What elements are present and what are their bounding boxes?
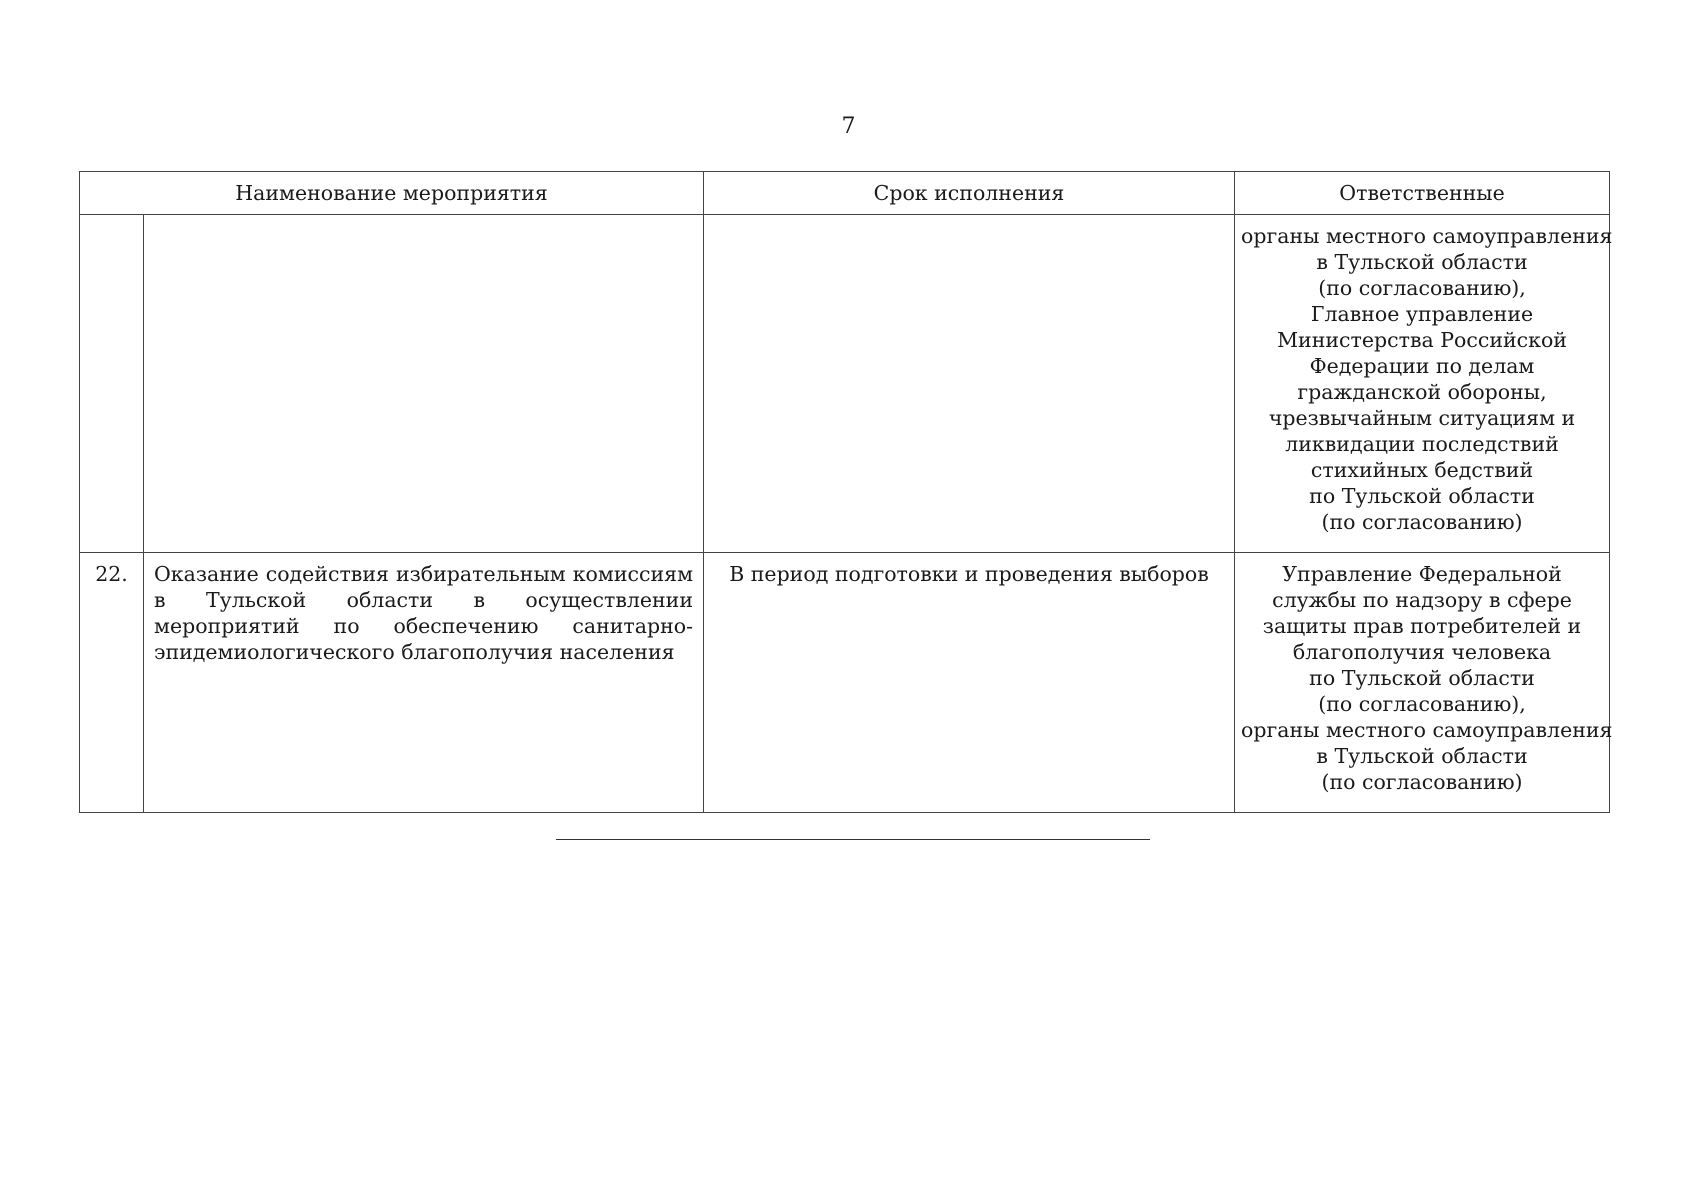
responsible-line: по Тульской области: [1309, 666, 1535, 690]
row-name-cell: Оказание содействия избирательным комиссиям в Тульской области в осуществлении мероприятий по обеспечению санитарно-эпидемиологического благополучия населения: [144, 553, 704, 813]
responsible-line: чрезвычайным ситуациям и: [1268, 406, 1576, 430]
responsible-line: органы местного самоуправления: [1241, 718, 1613, 742]
responsible-line: благополучия человека: [1292, 640, 1552, 664]
responsible-line: по Тульской области: [1309, 484, 1535, 508]
row-number-cell: 22.: [80, 553, 144, 813]
responsible-line: стихийных бедствий: [1310, 458, 1534, 482]
responsible-line: Министерства Российской: [1277, 328, 1567, 352]
responsible-line: (по согласованию): [1321, 510, 1523, 534]
measures-table: [79, 171, 1613, 813]
closing-rule: [556, 839, 1150, 840]
row-number-cell: [80, 215, 144, 553]
responsible-line: в Тульской области: [1316, 744, 1528, 768]
responsible-line: (по согласованию),: [1318, 276, 1526, 300]
row-term-cell: [704, 215, 1235, 553]
header-name: Наименование мероприятия: [80, 172, 704, 215]
row-responsible-cell: [1235, 553, 1613, 813]
row-name-cell: [144, 215, 704, 553]
responsible-line: защиты прав потребителей и: [1262, 614, 1582, 638]
responsible-line: (по согласованию),: [1318, 692, 1526, 716]
responsible-line: службы по надзору в сфере: [1272, 588, 1572, 612]
header-responsible: Ответственные: [1235, 172, 1610, 215]
responsible-line: Главное управление: [1310, 302, 1534, 326]
table-row: [80, 215, 1610, 553]
responsible-line: (по согласованию): [1321, 770, 1523, 794]
row-responsible-cell: [1235, 215, 1613, 553]
responsible-line: Федерации по делам: [1309, 354, 1535, 378]
row-term-cell: В период подготовки и проведения выборов: [704, 553, 1235, 813]
responsible-line: в Тульской области: [1316, 250, 1528, 274]
responsible-line: органы местного самоуправления: [1241, 224, 1613, 248]
page-number: 7: [841, 114, 856, 139]
responsible-line: Управление Федеральной: [1282, 562, 1562, 586]
table-header-row: [80, 172, 1610, 215]
table-row: [80, 553, 1610, 813]
responsible-line: ликвидации последствий: [1285, 432, 1559, 456]
responsible-line: гражданской обороны,: [1297, 380, 1547, 404]
header-term: Срок исполнения: [704, 172, 1235, 215]
